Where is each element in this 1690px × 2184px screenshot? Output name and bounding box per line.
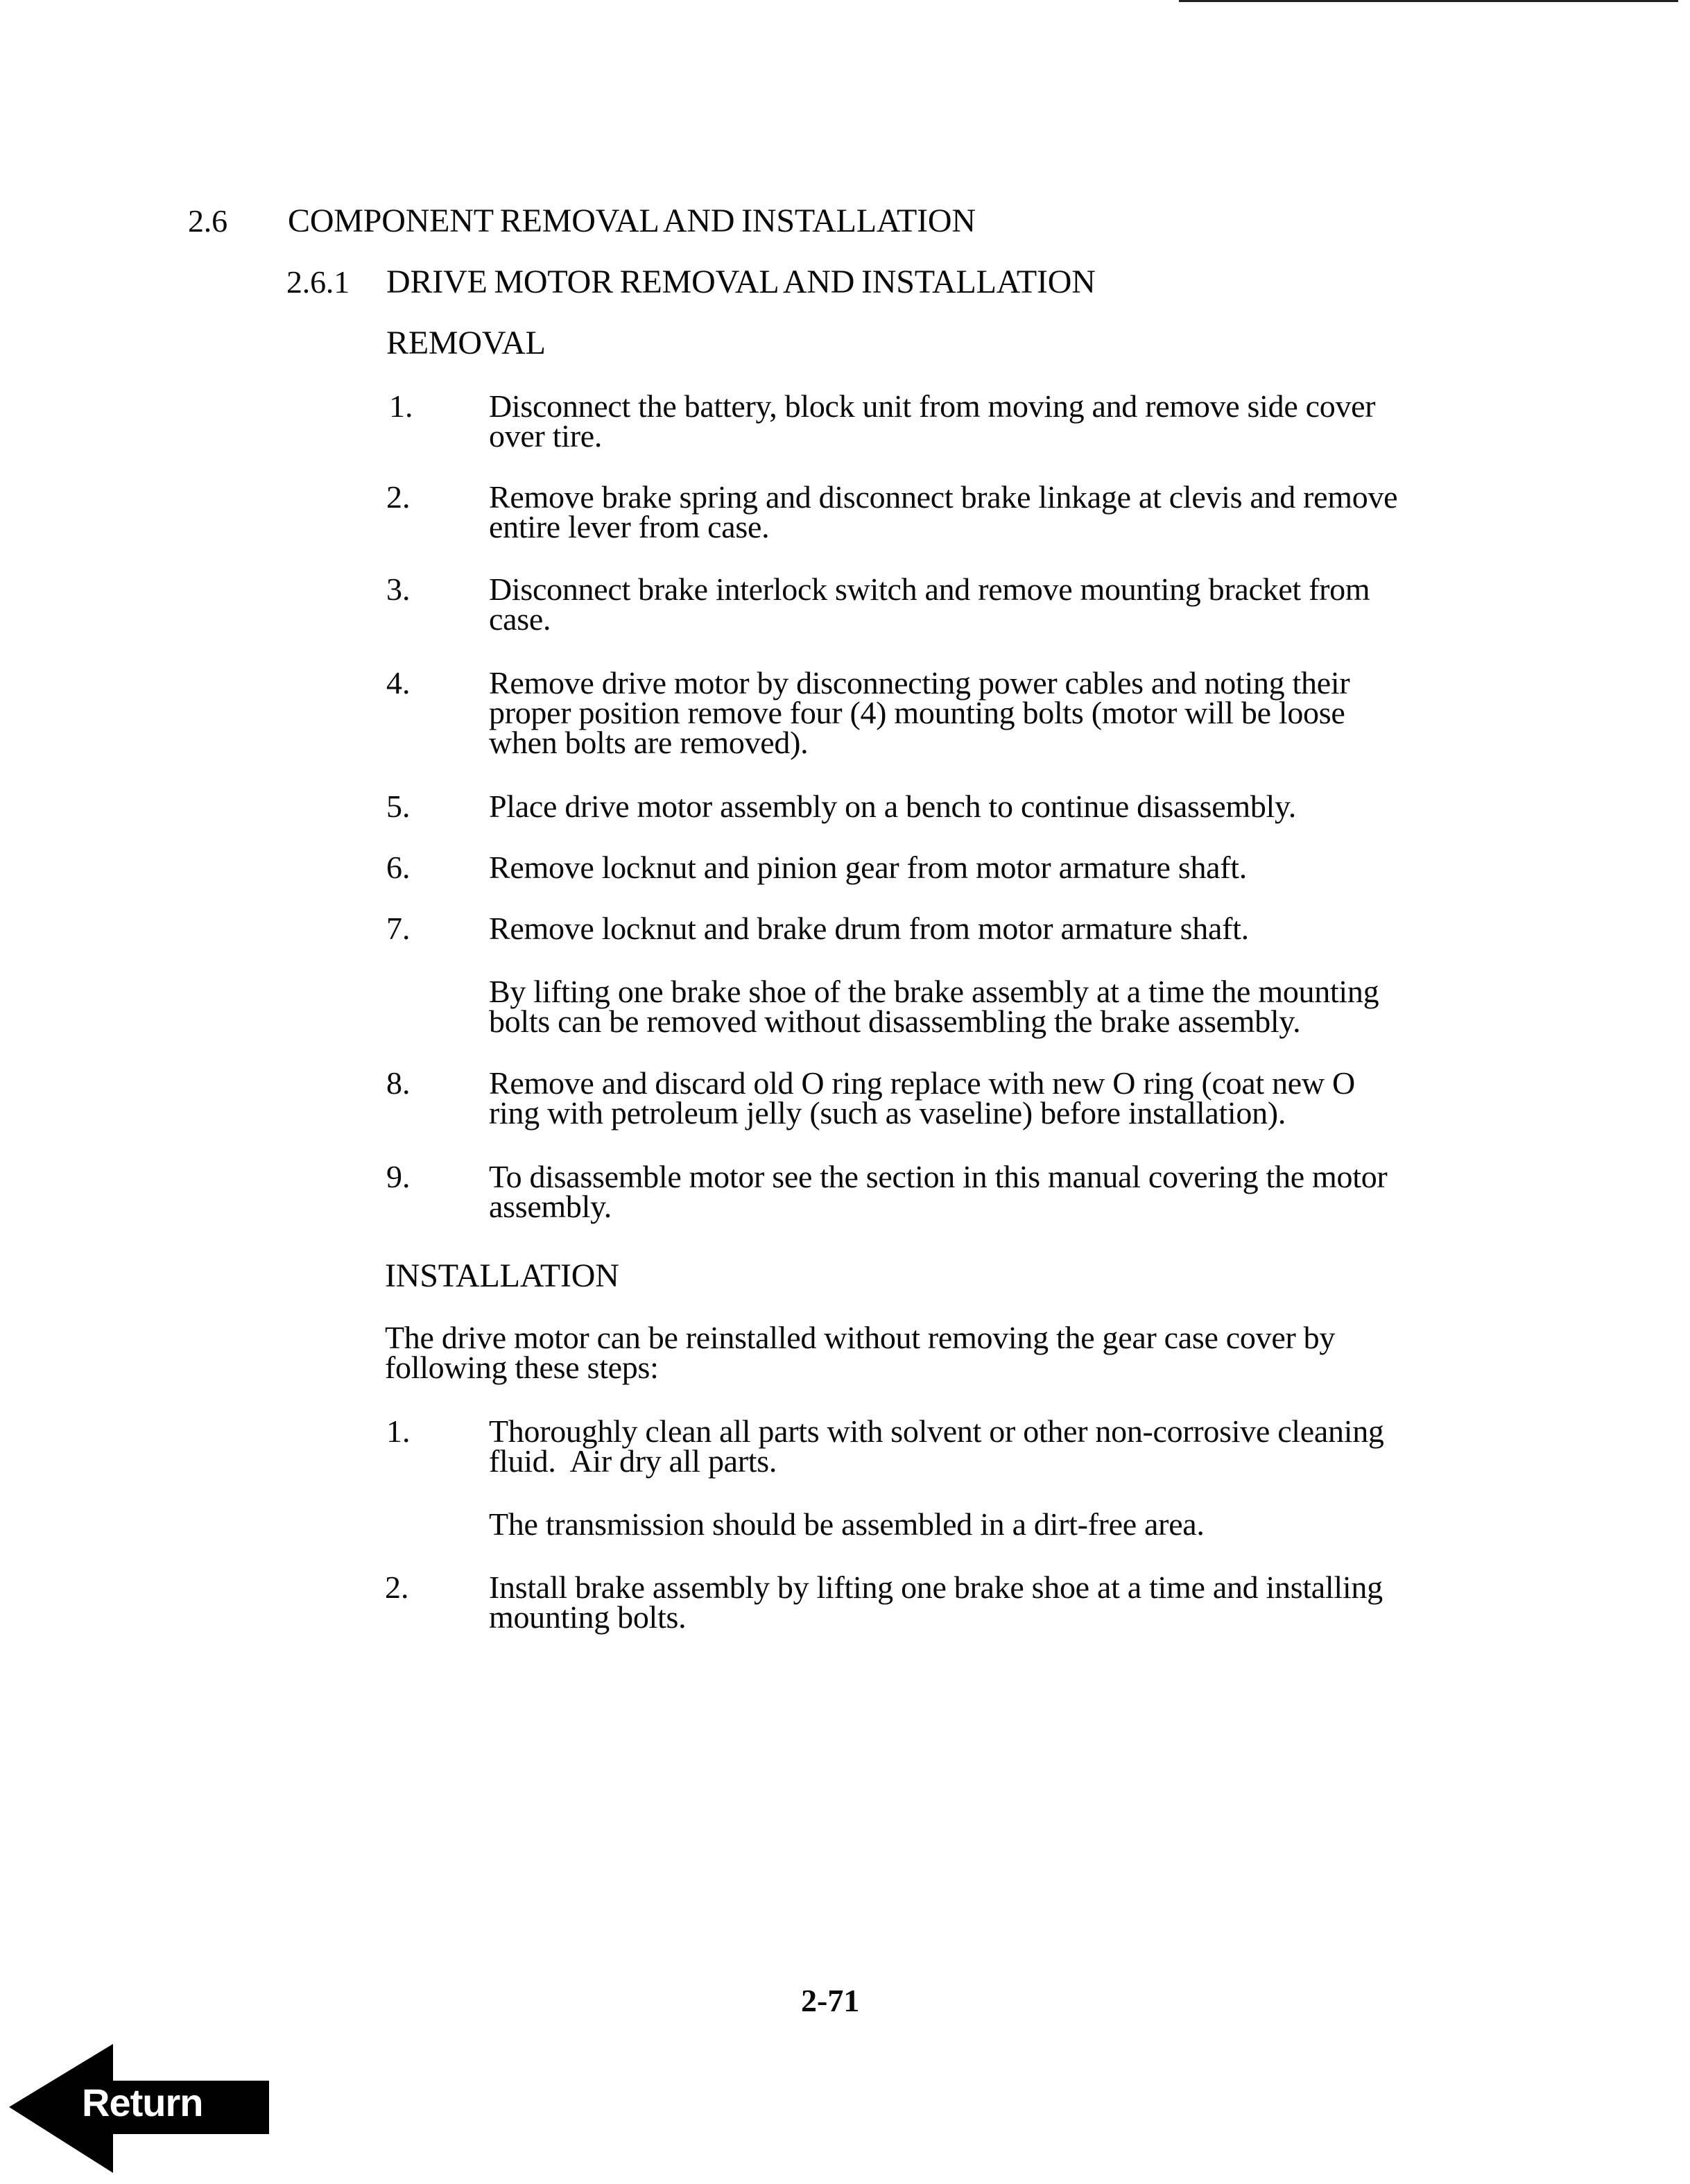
removal-heading: REMOVAL [386, 325, 546, 361]
step-text-line: ring with petroleum jelly (such as vaseline) before installation). [489, 1095, 1286, 1130]
step-text-line: case. [489, 601, 551, 637]
return-button[interactable] [0, 2032, 277, 2181]
step-text-line: fluid. Air dry all parts. [489, 1443, 777, 1479]
step-text-line: over tire. [489, 418, 603, 454]
step-text-line: entire lever from case. [489, 509, 770, 544]
scan-edge-line [1179, 0, 1678, 2]
step-text-line: Place drive motor assembly on a bench to continue disassembly. [489, 789, 1296, 824]
note-text-line: bolts can be removed without disassembling the brake assembly. [489, 1004, 1301, 1039]
step-number: 2. [385, 1570, 409, 1605]
step-text-line: To disassemble motor see the section in this manual covering the motor [489, 1159, 1388, 1194]
step-text-line: mounting bolts. [489, 1599, 687, 1635]
installation-intro-line: following these steps: [385, 1350, 659, 1385]
step-text-line: Thoroughly clean all parts with solvent or other non-corrosive cleaning [489, 1413, 1384, 1449]
step-number: 1. [389, 388, 413, 424]
step-text-line: Remove and discard old O ring replace with new O ring (coat new O [489, 1065, 1355, 1101]
step-number: 8. [386, 1065, 411, 1101]
installation-heading: INSTALLATION [385, 1257, 619, 1294]
step-number: 7. [386, 911, 411, 946]
note-text-line: By lifting one brake shoe of the brake assembly at a time the mounting [489, 974, 1379, 1009]
step-text-line: Remove locknut and brake drum from motor armature shaft. [489, 911, 1249, 946]
step-text-line: Disconnect the battery, block unit from moving and remove side cover [489, 388, 1376, 424]
step-text-line: Remove brake spring and disconnect brake linkage at clevis and remove [489, 479, 1398, 515]
step-text-line: Install brake assembly by lifting one brake shoe at a time and installing [489, 1570, 1383, 1605]
note-text-line: The transmission should be assembled in a dirt-free area. [489, 1506, 1205, 1542]
step-text-line: Remove drive motor by disconnecting power cables and noting their [489, 665, 1350, 700]
step-number: 4. [386, 665, 411, 700]
step-text-line: assembly. [489, 1189, 612, 1224]
subsection-number: 2.6.1 [286, 264, 350, 300]
step-text-line: when bolts are removed). [489, 725, 809, 760]
installation-intro-line: The drive motor can be reinstalled without removing the gear case cover by [385, 1320, 1336, 1355]
step-number: 1. [386, 1413, 411, 1449]
section-title: COMPONENT REMOVAL AND INSTALLATION [288, 203, 976, 239]
step-number: 5. [386, 789, 411, 824]
subsection-title: DRIVE MOTOR REMOVAL AND INSTALLATION [386, 264, 1096, 300]
page-number: 2-71 [801, 1983, 860, 2018]
return-label: Return [82, 2081, 203, 2124]
section-number: 2.6 [188, 203, 227, 239]
step-number: 3. [386, 571, 411, 607]
step-number: 6. [386, 850, 411, 885]
step-number: 9. [386, 1159, 411, 1194]
step-text-line: proper position remove four (4) mounting bolts (motor will be loose [489, 695, 1345, 730]
step-text-line: Remove locknut and pinion gear from motor armature shaft. [489, 850, 1247, 885]
step-text-line: Disconnect brake interlock switch and remove mounting bracket from [489, 571, 1370, 607]
step-number: 2. [386, 479, 411, 515]
